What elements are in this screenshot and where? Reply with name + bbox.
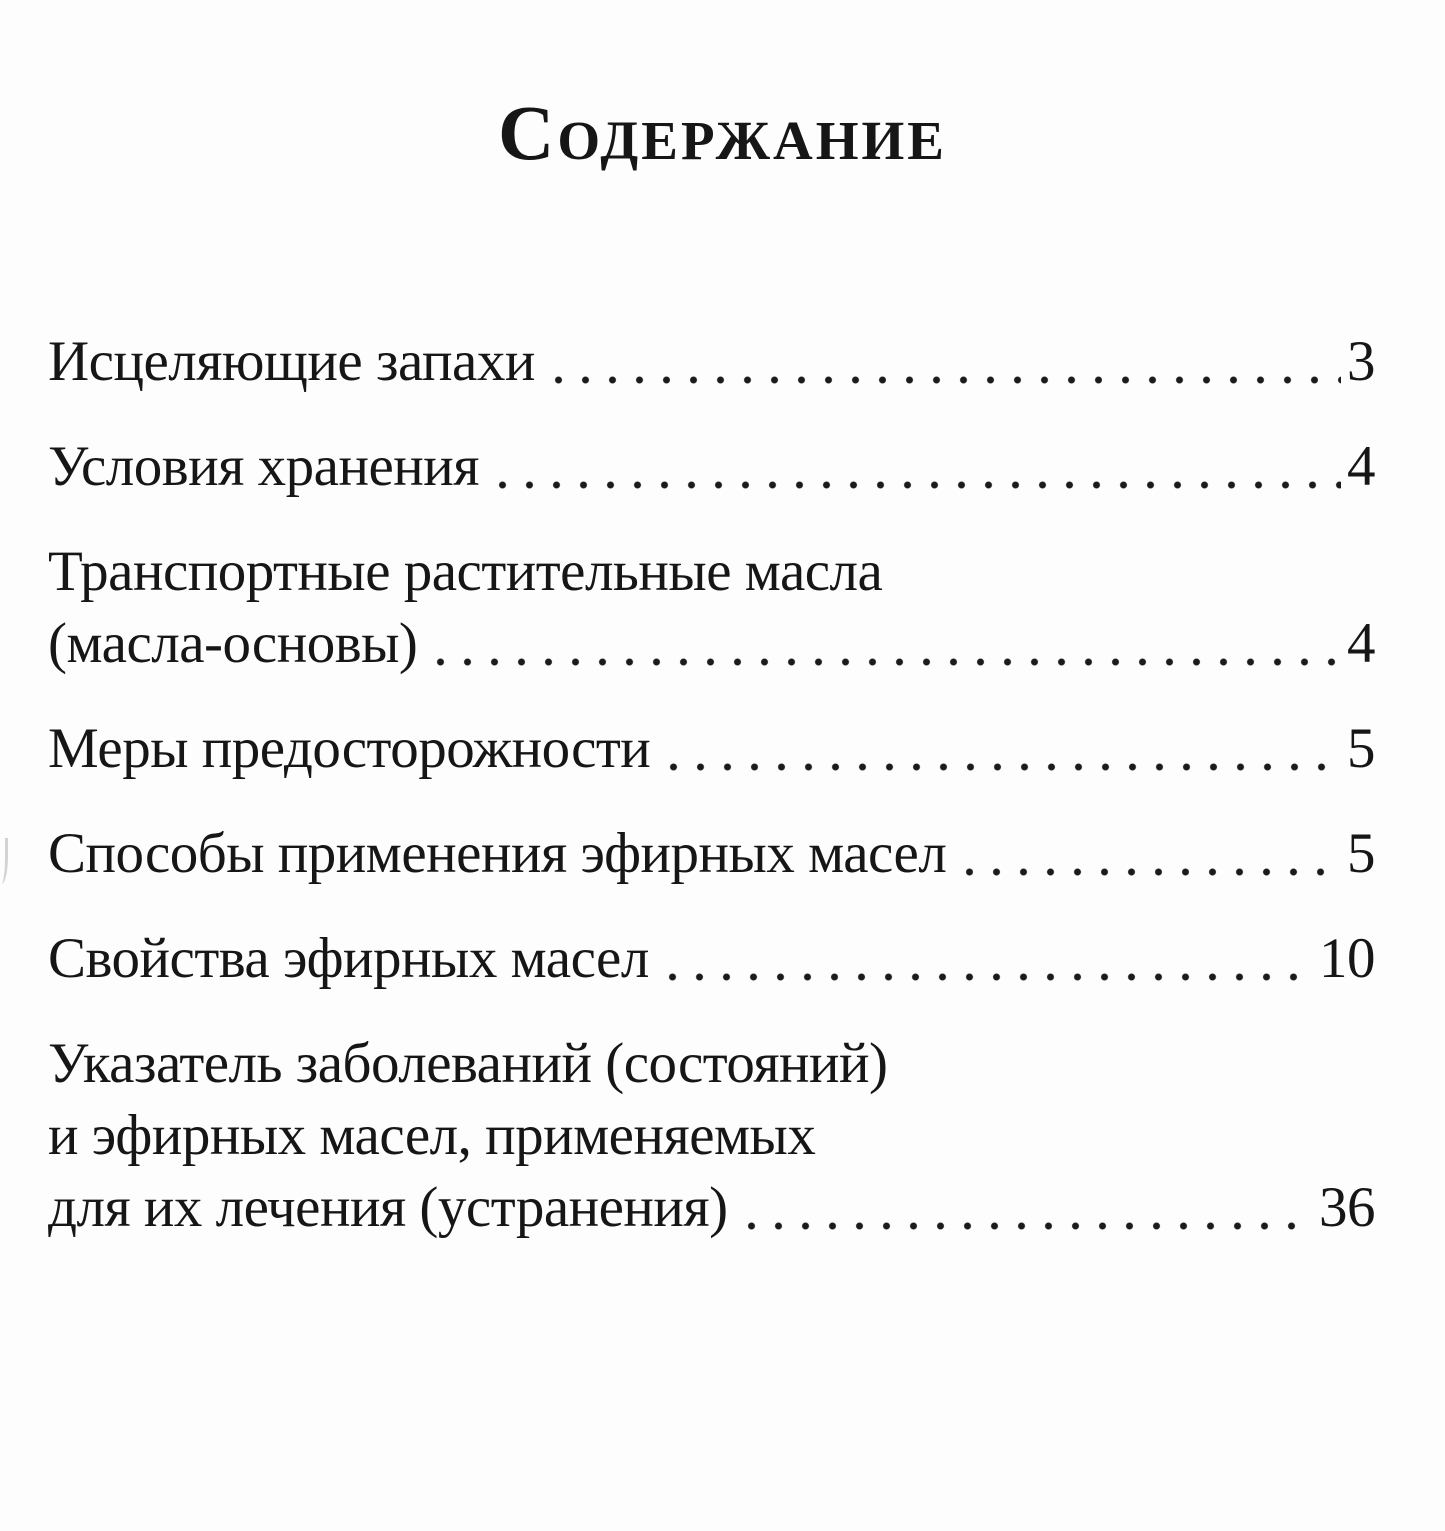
toc-line	[48, 326, 1375, 398]
toc-entry-text: Исцеляющие запахи	[48, 329, 535, 393]
dot-leader	[956, 867, 1341, 877]
dot-leader	[659, 972, 1313, 982]
toc-entry-text: Способы применения эфирных масел	[48, 821, 947, 885]
scan-artifact-mark	[0, 838, 8, 884]
toc-line	[48, 431, 1375, 503]
dot-leader	[660, 762, 1341, 772]
dot-leader	[489, 480, 1341, 490]
toc-entry-text: Условия хранения	[48, 434, 479, 498]
toc-line	[48, 536, 1375, 608]
toc-page-number: 10	[1319, 926, 1375, 990]
toc-page-number: 5	[1347, 716, 1375, 780]
toc-entry-text: Свойства эфирных масел	[48, 926, 649, 990]
toc-entry	[48, 713, 1375, 785]
toc-page-number: 4	[1347, 434, 1375, 498]
toc-entry	[48, 818, 1375, 890]
toc-page-number: 4	[1347, 611, 1375, 675]
toc-entry-text: для их лечения (устранения)	[48, 1175, 728, 1239]
toc-list	[48, 326, 1375, 1244]
dot-leader	[738, 1221, 1313, 1231]
toc-entry	[48, 1028, 1375, 1244]
toc-line	[48, 1100, 1375, 1172]
toc-entry	[48, 923, 1375, 995]
toc-entry	[48, 431, 1375, 503]
toc-line	[48, 713, 1375, 785]
toc-entry	[48, 326, 1375, 398]
toc-page-number: 3	[1347, 329, 1375, 393]
toc-page-number: 5	[1347, 821, 1375, 885]
scanned-page	[0, 86, 1445, 1531]
toc-entry-text: (масла-основы)	[48, 611, 418, 675]
toc-entry	[48, 536, 1375, 680]
dot-leader	[545, 375, 1341, 385]
page-title: Содержание	[498, 89, 947, 176]
toc-entry-text: Указатель заболеваний (состояний)	[48, 1031, 888, 1095]
toc-line	[48, 1172, 1375, 1244]
toc-line	[48, 818, 1375, 890]
toc-line	[48, 923, 1375, 995]
toc-line	[48, 608, 1375, 680]
toc-entry-text: и эфирных масел, применяемых	[48, 1103, 816, 1167]
dot-leader	[427, 657, 1341, 667]
toc-entry-text: Меры предосторожности	[48, 716, 651, 780]
toc-page-number: 36	[1319, 1175, 1375, 1239]
toc-entry-text: Транспортные растительные масла	[48, 539, 883, 603]
toc-line	[48, 1028, 1375, 1100]
